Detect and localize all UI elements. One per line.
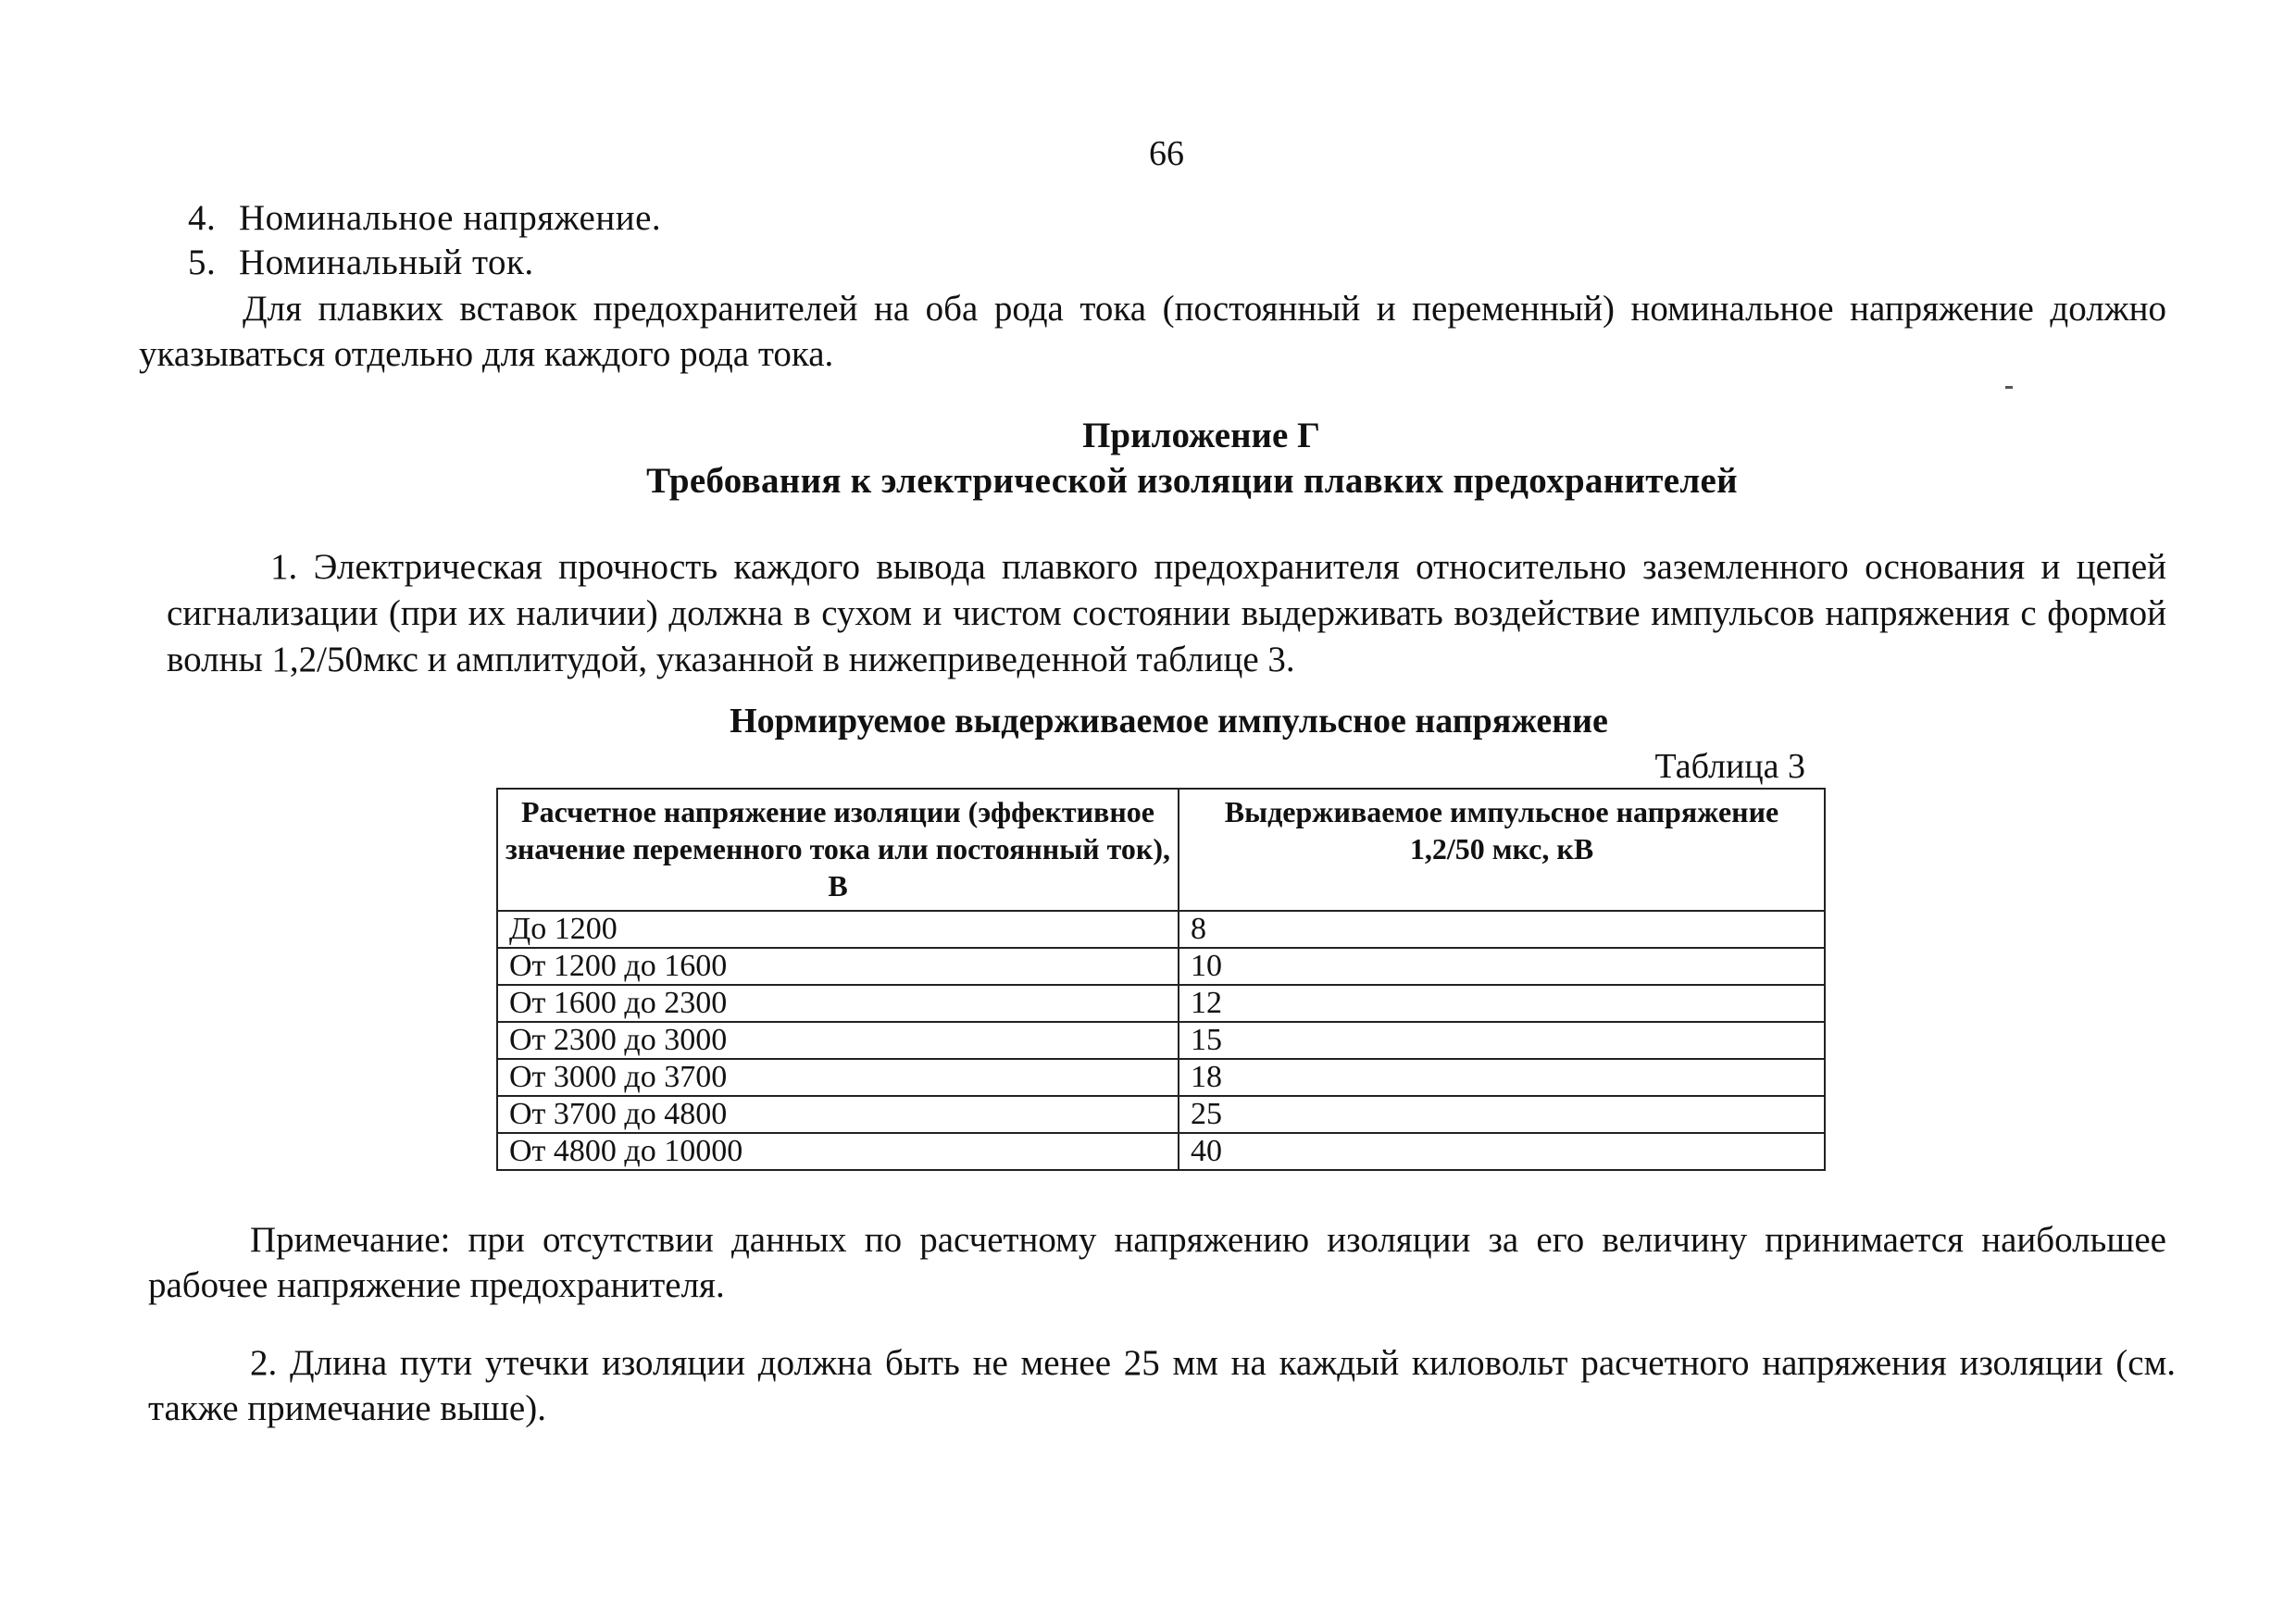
table-row bbox=[497, 1096, 1825, 1133]
list-item-text: Номинальный ток. bbox=[239, 243, 534, 282]
table-row bbox=[497, 948, 1825, 985]
table-cell-range: От 4800 до 10000 bbox=[497, 1133, 1179, 1170]
scan-artifact-mark bbox=[2005, 386, 2013, 389]
table-cell-range: От 3000 до 3700 bbox=[497, 1059, 1179, 1096]
table-cell-range: От 1200 до 1600 bbox=[497, 948, 1179, 985]
list-item-text: Номинальное напряжение. bbox=[239, 198, 662, 238]
table-cell-range: До 1200 bbox=[497, 911, 1179, 948]
list-item bbox=[188, 197, 661, 239]
table-cell-value: 15 bbox=[1179, 1022, 1825, 1059]
list-item-number: 4. bbox=[188, 198, 217, 238]
table-cell-value: 40 bbox=[1179, 1133, 1825, 1170]
table-row bbox=[497, 1059, 1825, 1096]
page-number: 66 bbox=[1149, 134, 1184, 173]
table-header-cell: Выдерживаемое импульсное напряжение 1,2/50 мкс, кВ bbox=[1179, 789, 1825, 911]
list-item bbox=[188, 242, 534, 283]
table-row bbox=[497, 1133, 1825, 1170]
table-cell-range: От 2300 до 3000 bbox=[497, 1022, 1179, 1059]
table-row bbox=[497, 985, 1825, 1022]
table-heading: Нормируемое выдерживаемое импульсное напряжение bbox=[730, 702, 1608, 741]
table-cell-value: 10 bbox=[1179, 948, 1825, 985]
table-caption: Таблица 3 bbox=[1654, 747, 1805, 786]
table-row bbox=[497, 1022, 1825, 1059]
table-header-cell: Расчетное напряжение изоляции (эффективное значение переменного тока или постоянный ток), В bbox=[497, 789, 1179, 911]
table-cell-value: 12 bbox=[1179, 985, 1825, 1022]
table-cell-value: 18 bbox=[1179, 1059, 1825, 1096]
requirement-1-paragraph: 1. Электрическая прочность каждого вывода плавкого предохранителя относительно заземленного основания и цепей сигнализации (при их наличии) должна в сухом и чистом состоянии выдерживать воздействие импульсов напряжения с формой волны 1,2/50мкс и амплитудой, указанной в нижеприведенной таблице 3. bbox=[167, 547, 2166, 679]
table-cell-range: От 3700 до 4800 bbox=[497, 1096, 1179, 1133]
table-cell-value: 25 bbox=[1179, 1096, 1825, 1133]
table-row bbox=[497, 911, 1825, 948]
fuse-voltage-paragraph: Для плавких вставок предохранителей на оба рода тока (постоянный и переменный) номинальное напряжение должно указываться отдельно для каждого рода тока. bbox=[139, 289, 2166, 374]
table-cell-value: 8 bbox=[1179, 911, 1825, 948]
appendix-subtitle: Требования к электрической изоляции плавких предохранителей bbox=[646, 461, 1738, 501]
requirement-2-paragraph: 2. Длина пути утечки изоляции должна быть не менее 25 мм на каждый киловольт расчетного напряжения изоляции (см. также примечание выше). bbox=[148, 1343, 2176, 1428]
appendix-title: Приложение Г bbox=[1082, 416, 1320, 455]
list-item-number: 5. bbox=[188, 243, 217, 282]
table-header-row bbox=[497, 789, 1825, 911]
impulse-voltage-table bbox=[496, 788, 1826, 1171]
table-cell-range: От 1600 до 2300 bbox=[497, 985, 1179, 1022]
note-paragraph: Примечание: при отсутствии данных по расчетному напряжению изоляции за его величину принимается наибольшее рабочее напряжение предохранителя. bbox=[148, 1220, 2166, 1305]
